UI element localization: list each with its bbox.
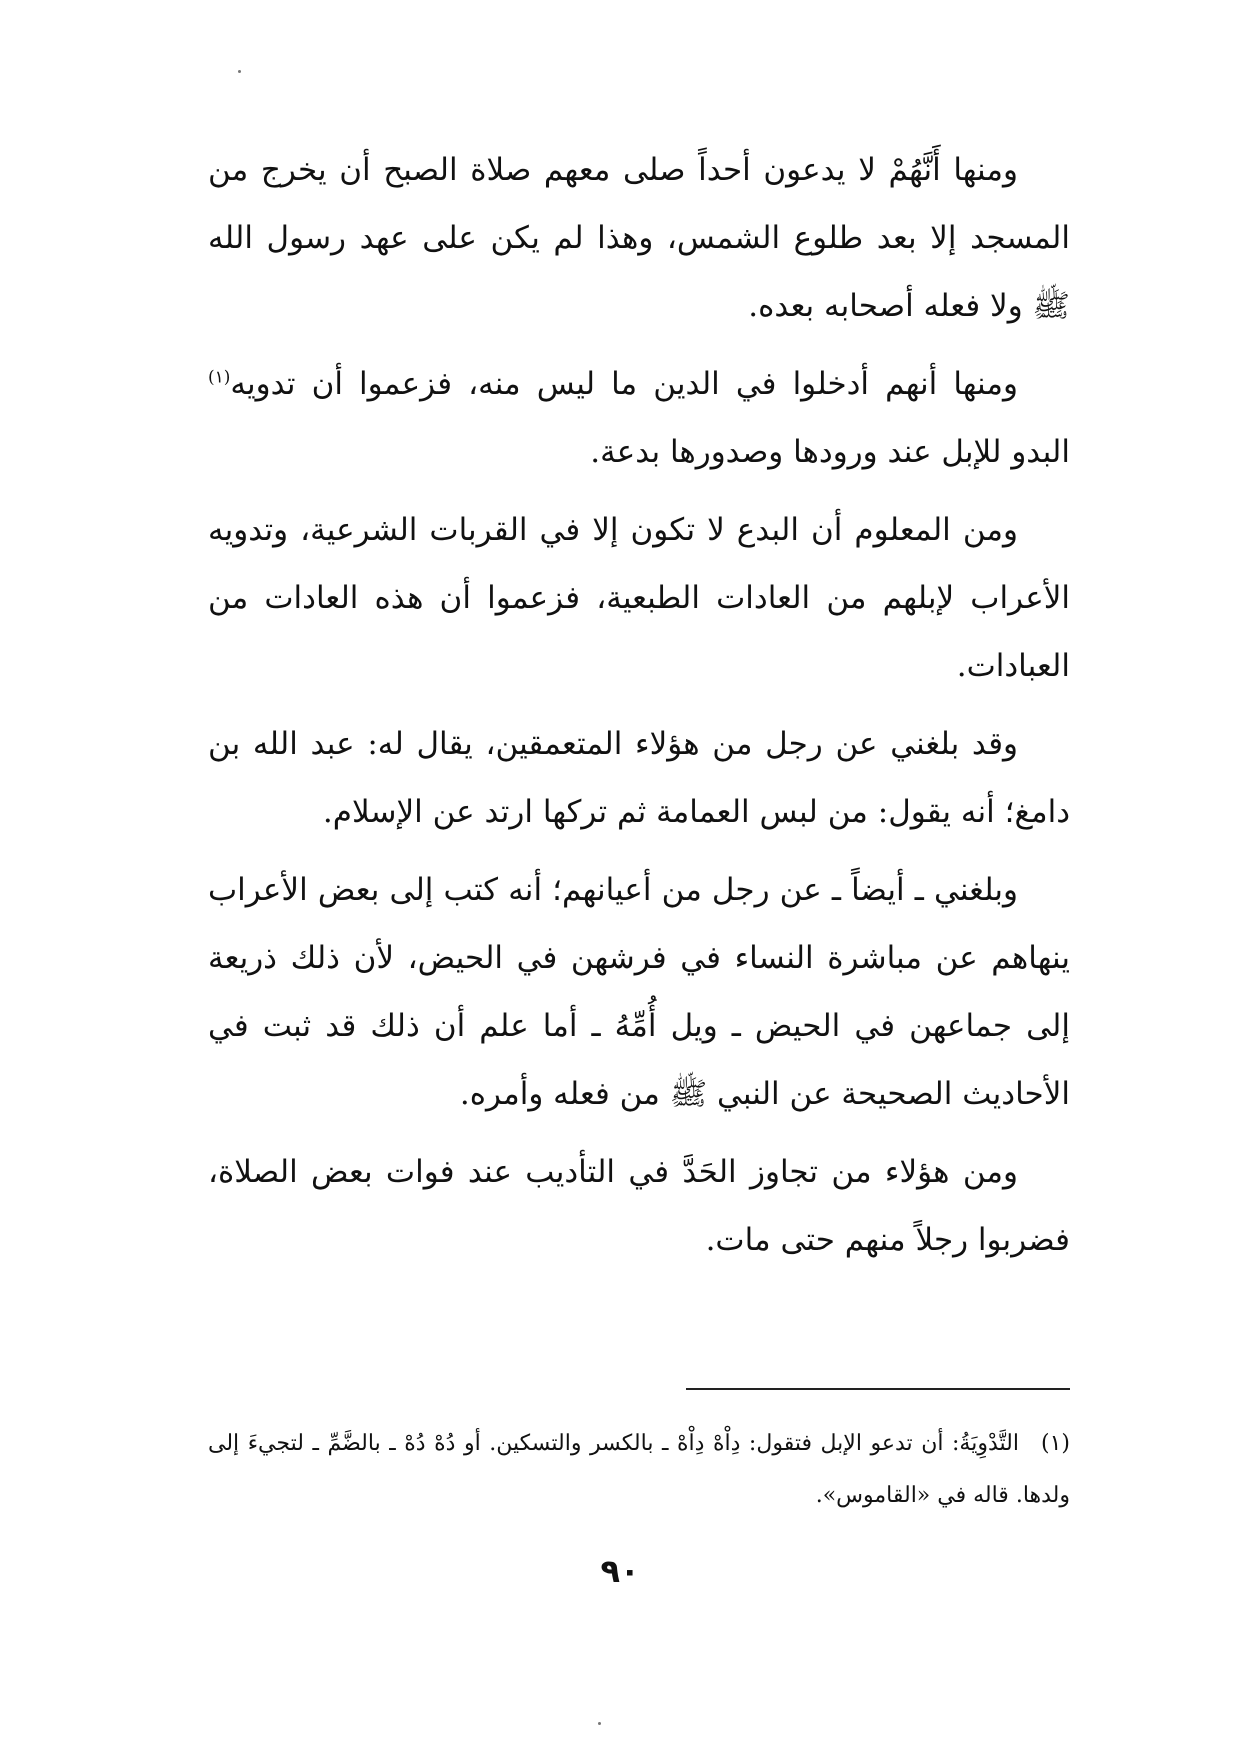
footnote-separator-line xyxy=(686,1388,1070,1390)
paragraph-2-text-start: ومنها أنهم أدخلوا في الدين ما ليس منه، فزعموا أن تدويه xyxy=(230,366,1018,402)
paragraph-3 xyxy=(208,496,1070,700)
paragraph-2-text-end: البدو للإبل عند ورودها وصدورها بدعة. xyxy=(590,434,1070,470)
footnote xyxy=(208,1418,1070,1522)
scan-speck xyxy=(598,1722,601,1725)
footnote-text: التَّدْوِيَةُ: أن تدعو الإبل فتقول: دِاْهْ دِاْهْ ـ بالكسر والتسكين. أو دُهْ دُهْ ـ بالضَّمِّ ـ لتجيءَ إلى ولدها. قاله في «القاموس». xyxy=(208,1431,1070,1508)
paragraph-5 xyxy=(208,856,1070,1128)
scan-speck xyxy=(238,70,241,73)
paragraph-6 xyxy=(208,1138,1070,1274)
footnote-number: (١) xyxy=(1040,1431,1070,1456)
paragraph-1-text: ومنها أَنَّهُمْ لا يدعون أحداً صلى معهم صلاة الصبح أن يخرج من المسجد إلا بعد طلوع الشمس، وهذا لم يكن على عهد رسول الله ﷺ ولا فعله أصحابه بعده. xyxy=(208,152,1070,324)
paragraph-5-text: وبلغني ـ أيضاً ـ عن رجل من أعيانهم؛ أنه كتب إلى بعض الأعراب ينهاهم عن مباشرة النساء في فرشهن في الحيض، لأن ذلك ذريعة إلى جماعهن في الحيض ـ ويل أُمِّهُ ـ أما علم أن ذلك قد ثبت في الأحاديث الصحيحة عن النبي ﷺ من فعله وأمره. xyxy=(208,872,1070,1112)
main-text-body xyxy=(208,136,1070,1284)
page-number: ٩٠ xyxy=(600,1552,640,1590)
paragraph-1 xyxy=(208,136,1070,340)
paragraph-6-text: ومن هؤلاء من تجاوز الحَدَّ في التأديب عند فوات بعض الصلاة، فضربوا رجلاً منهم حتى مات. xyxy=(208,1154,1070,1258)
footnote-reference-marker: (١) xyxy=(208,367,231,388)
paragraph-4-text: وقد بلغني عن رجل من هؤلاء المتعمقين، يقال له: عبد الله بن دامغ؛ أنه يقول: من لبس العمامة ثم تركها ارتد عن الإسلام. xyxy=(208,726,1070,830)
paragraph-4 xyxy=(208,710,1070,846)
paragraph-3-text: ومن المعلوم أن البدع لا تكون إلا في القربات الشرعية، وتدويه الأعراب لإبلهم من العادات الطبعية، فزعموا أن هذه العادات من العبادات. xyxy=(208,512,1070,684)
paragraph-2 xyxy=(208,350,1070,486)
